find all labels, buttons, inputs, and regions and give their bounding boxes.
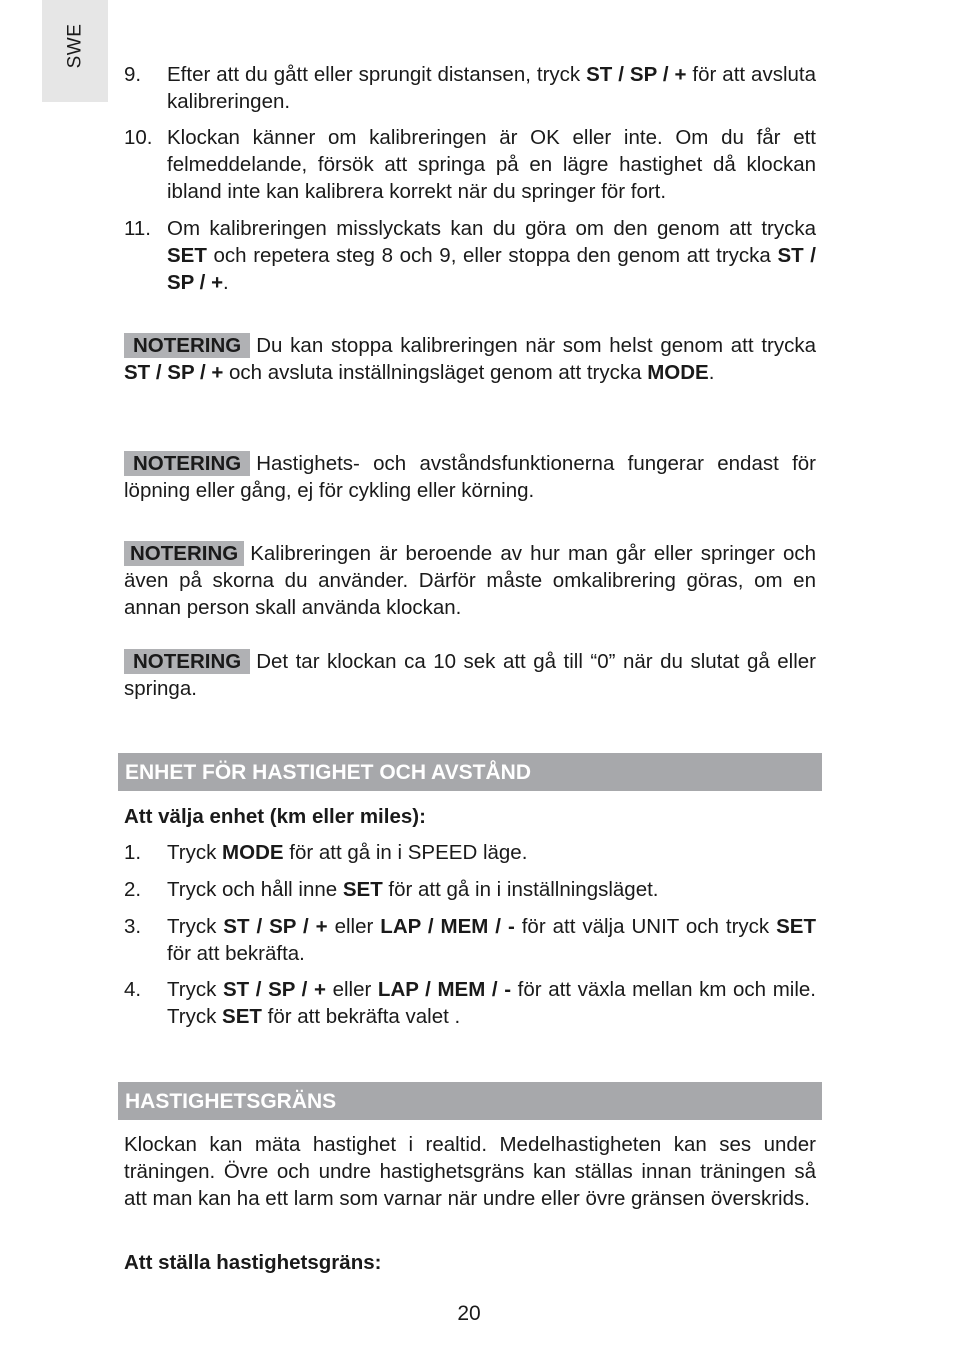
note-label: NOTERING	[124, 649, 250, 674]
text-run: för att välja UNIT och tryck	[514, 915, 777, 938]
text-run: för att gå in i inställningsläget.	[382, 878, 659, 901]
list-number: 9.	[124, 63, 142, 86]
text-run: för att avsluta kalibreringen.	[167, 63, 816, 113]
list-number: 1.	[124, 841, 142, 864]
note-label: NOTERING	[124, 451, 250, 476]
text-run: för att bekräfta.	[167, 942, 305, 965]
text-run: och avsluta inställningsläget genom att trycka	[223, 361, 648, 384]
section-heading-unit: ENHET FÖR HASTIGHET OCH AVSTÅND	[118, 753, 822, 791]
key-label: ST / SP / +	[167, 244, 816, 294]
body-paragraph: Klockan kan mäta hastighet i realtid. Medelhastigheten kan ses under träningen. Övre och undre hastighetsgräns kan ställas innan träningen så att man kan ha ett larm som varnar när undre eller övre gränsen överskrids.	[124, 1133, 816, 1210]
list-text	[167, 976, 816, 1030]
text-run: för att gå in i SPEED läge.	[283, 841, 528, 864]
list-item	[124, 976, 816, 1030]
text-run: Tryck	[167, 978, 223, 1001]
section-heading-speed-limit: HASTIGHETSGRÄNS	[118, 1082, 822, 1120]
list-text	[167, 215, 816, 296]
text-run: Kalibreringen är beroende av hur man går eller springer och även på skorna du använder. Därför måste omkalibrering göras, om en annan person skall använda klockan.	[124, 542, 816, 619]
text-run: Det tar klockan ca 10 sek att gå till “0” när du slutat gå eller springa.	[124, 650, 816, 700]
note-paragraph	[124, 450, 816, 504]
text-run: Klockan känner om kalibreringen är OK eller inte. Om du får ett felmeddelande, försök att springa på en lägre hastighet då klockan ibland inte kan kalibrera korrekt när du springer för fort.	[167, 126, 816, 203]
key-label: MODE	[647, 361, 709, 384]
key-label: LAP / MEM / -	[377, 978, 512, 1001]
subheading-unit: Att välja enhet (km eller miles):	[124, 805, 426, 828]
text-run: .	[708, 361, 715, 384]
text-run: Efter att du gått eller sprungit distansen, tryck	[167, 63, 587, 86]
key-label: SET	[167, 244, 207, 267]
list-text	[167, 61, 816, 115]
text-run: och repetera steg 8 och 9, eller stoppa den genom att trycka	[206, 244, 778, 267]
text-run: Du kan stoppa kalibreringen när som helst genom att trycka	[256, 334, 816, 357]
note-paragraph	[124, 540, 816, 621]
list-text	[167, 124, 816, 205]
key-label: ST / SP / +	[586, 63, 687, 86]
note-label: NOTERING	[124, 541, 244, 566]
text-run: Tryck och håll inne	[167, 878, 343, 901]
key-label: LAP / MEM / -	[380, 915, 515, 938]
list-item	[124, 215, 816, 296]
list-number: 11.	[124, 217, 151, 240]
language-label: SWE	[64, 23, 86, 69]
text-run: Om kalibreringen misslyckats kan du göra om den genom att trycka	[167, 217, 816, 240]
note-paragraph	[124, 648, 816, 702]
page-number: 20	[457, 1302, 481, 1325]
list-text	[167, 839, 816, 866]
text-run: för att växla mellan km och mile. Tryck	[167, 978, 816, 1028]
list-item	[124, 61, 816, 115]
key-label: SET	[776, 915, 816, 938]
list-item	[124, 124, 816, 205]
list-text	[167, 876, 816, 903]
note-label: NOTERING	[124, 333, 250, 358]
list-number: 2.	[124, 878, 142, 901]
list-item	[124, 876, 816, 903]
text-run: eller	[327, 915, 381, 938]
list-number: 3.	[124, 915, 142, 938]
text-run: för att bekräfta valet .	[261, 1005, 461, 1028]
list-number: 10.	[124, 126, 153, 149]
key-label: ST / SP / +	[222, 978, 326, 1001]
text-run: Tryck	[167, 841, 223, 864]
list-item	[124, 839, 816, 866]
list-item	[124, 913, 816, 967]
list-text	[167, 913, 816, 967]
text-run: Tryck	[167, 915, 224, 938]
key-label: ST / SP / +	[124, 361, 224, 384]
key-label: ST / SP / +	[223, 915, 328, 938]
text-run: Hastighets- och avståndsfunktionerna fungerar endast för löpning eller gång, ej för cykling eller körning.	[124, 452, 816, 502]
subheading-speed-limit: Att ställa hastighetsgräns:	[124, 1251, 382, 1274]
text-run: eller	[325, 978, 378, 1001]
key-label: SET	[222, 1005, 262, 1028]
note-paragraph	[124, 332, 816, 386]
list-number: 4.	[124, 978, 142, 1001]
text-run: .	[223, 271, 229, 294]
key-label: SET	[342, 878, 383, 901]
key-label: MODE	[222, 841, 284, 864]
language-tab	[42, 0, 108, 102]
